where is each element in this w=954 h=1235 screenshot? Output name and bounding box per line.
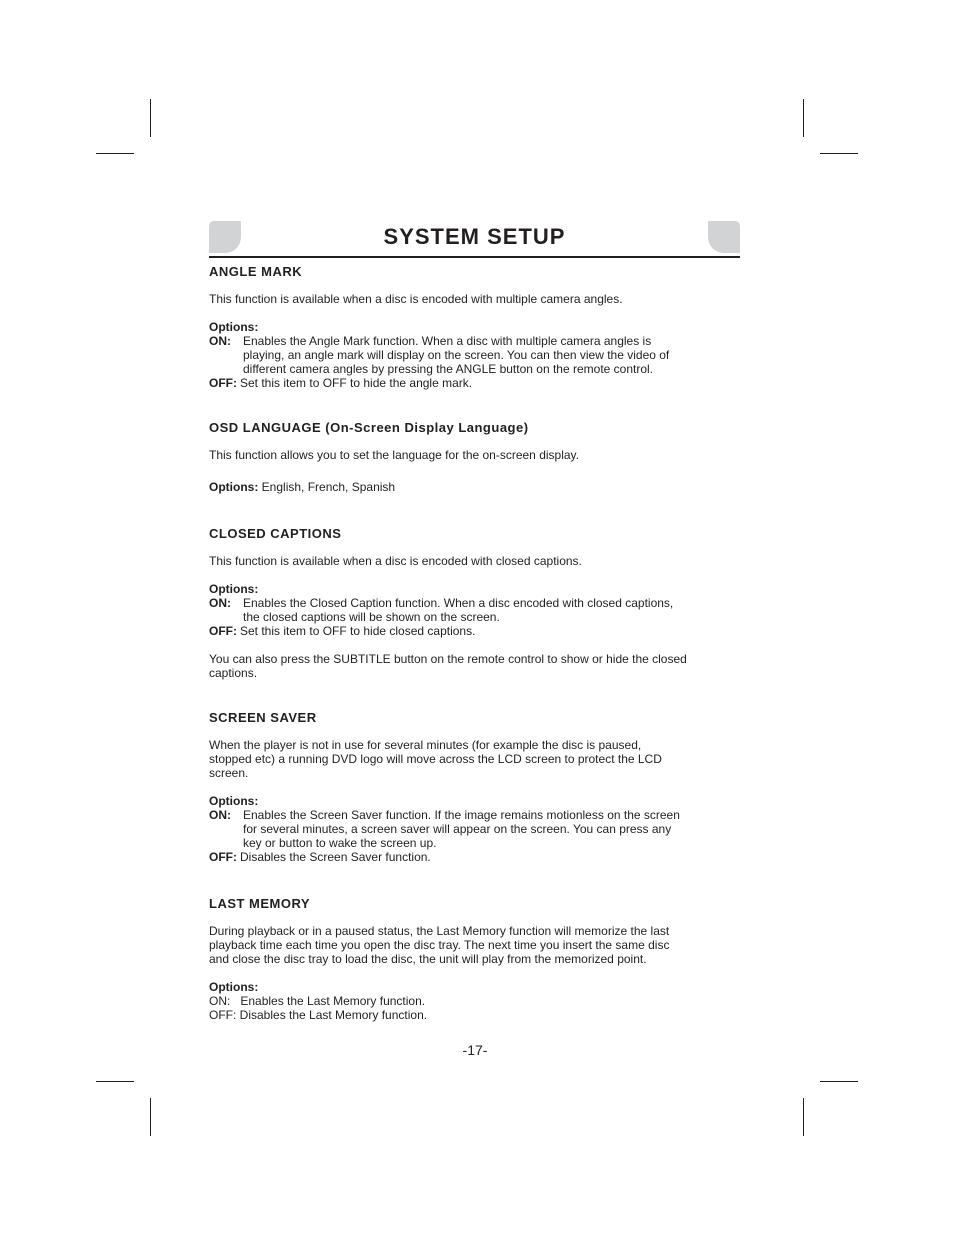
crop-mark [150, 99, 151, 137]
section-heading: LAST MEMORY [209, 896, 311, 911]
option-off [209, 1008, 749, 1022]
crop-mark [96, 153, 134, 154]
options-value: English, French, Spanish [261, 480, 396, 494]
option-text: Set this item to OFF to hide closed captions. [240, 624, 476, 638]
option-key: ON [209, 994, 227, 1008]
options-line [209, 480, 749, 494]
section-heading: OSD LANGUAGE (On-Screen Display Language) [209, 420, 529, 435]
option-text-line: different camera angles by pressing the ANGLE button on the remote control. [243, 362, 654, 376]
section-intro-line: playback time each time you open the disc tray. The next time you insert the same disc [209, 938, 670, 952]
option-key: OFF: [209, 376, 237, 390]
crop-mark [96, 1081, 134, 1082]
page-number: -17- [462, 1042, 488, 1058]
option-key: ON: [209, 334, 231, 348]
section-heading: SCREEN SAVER [209, 710, 317, 725]
options-label: Options: [209, 794, 259, 808]
option-off [209, 850, 749, 864]
option-text-line: for several minutes, a screen saver will appear on the screen. You can press any [243, 822, 672, 836]
title-rule [209, 256, 740, 258]
options-label: Options: [209, 480, 259, 494]
section-note-line: You can also press the SUBTITLE button on the remote control to show or hide the closed [209, 652, 687, 666]
section-closed-captions [209, 526, 749, 680]
option-text-line: Enables the Closed Caption function. When a disc encoded with closed captions, [243, 596, 674, 610]
section-heading: CLOSED CAPTIONS [209, 526, 342, 541]
section-intro-line: When the player is not in use for several minutes (for example the disc is paused, [209, 738, 642, 752]
option-key: ON: [209, 596, 231, 610]
option-text-line: Enables the Angle Mark function. When a disc with multiple camera angles is [243, 334, 652, 348]
option-on [209, 334, 749, 376]
section-note-line: captions. [209, 666, 258, 680]
section-intro-line: and close the disc tray to load the disc, the unit will play from the memorized point. [209, 952, 647, 966]
section-osd-language [209, 420, 749, 494]
crop-mark [150, 1098, 151, 1136]
option-text-line: playing, an angle mark will display on the screen. You can then view the video of [243, 348, 670, 362]
section-intro: This function is available when a disc is encoded with closed captions. [209, 554, 582, 568]
options-label: Options: [209, 980, 259, 994]
section-intro-line: During playback or in a paused status, the Last Memory function will memorize the last [209, 924, 670, 938]
crop-mark [803, 99, 804, 137]
section-angle-mark [209, 264, 749, 390]
section-intro-line: stopped etc) a running DVD logo will move across the LCD screen to protect the LCD [209, 752, 662, 766]
section-intro: This function is available when a disc is encoded with multiple camera angles. [209, 292, 623, 306]
section-heading: ANGLE MARK [209, 264, 303, 279]
option-off [209, 376, 749, 390]
option-on [209, 808, 749, 850]
section-last-memory [209, 896, 749, 1022]
option-text-line: the closed captions will be shown on the screen. [243, 610, 500, 624]
section-intro: This function allows you to set the language for the on-screen display. [209, 448, 579, 462]
section-intro-line: screen. [209, 766, 249, 780]
option-text: Disables the Screen Saver function. [240, 850, 431, 864]
options-label: Options: [209, 320, 259, 334]
options-label: Options: [209, 582, 259, 596]
section-screen-saver [209, 710, 749, 864]
option-text: Set this item to OFF to hide the angle mark. [240, 376, 473, 390]
option-text: : Enables the Last Memory function. [227, 994, 426, 1008]
option-text-line: key or button to wake the screen up. [243, 836, 437, 850]
option-text: : Disables the Last Memory function. [233, 1008, 428, 1022]
option-text-line: Enables the Screen Saver function. If the image remains motionless on the screen [243, 808, 680, 822]
page-content [209, 264, 749, 1022]
option-key: OFF: [209, 624, 237, 638]
crop-mark [803, 1098, 804, 1136]
option-key: OFF [209, 1008, 233, 1022]
crop-mark [820, 153, 858, 154]
option-off [209, 624, 749, 638]
page-title: SYSTEM SETUP [383, 224, 566, 249]
option-key: OFF: [209, 850, 237, 864]
option-key: ON: [209, 808, 231, 822]
crop-mark [820, 1081, 858, 1082]
option-on [209, 994, 749, 1008]
option-on [209, 596, 749, 624]
